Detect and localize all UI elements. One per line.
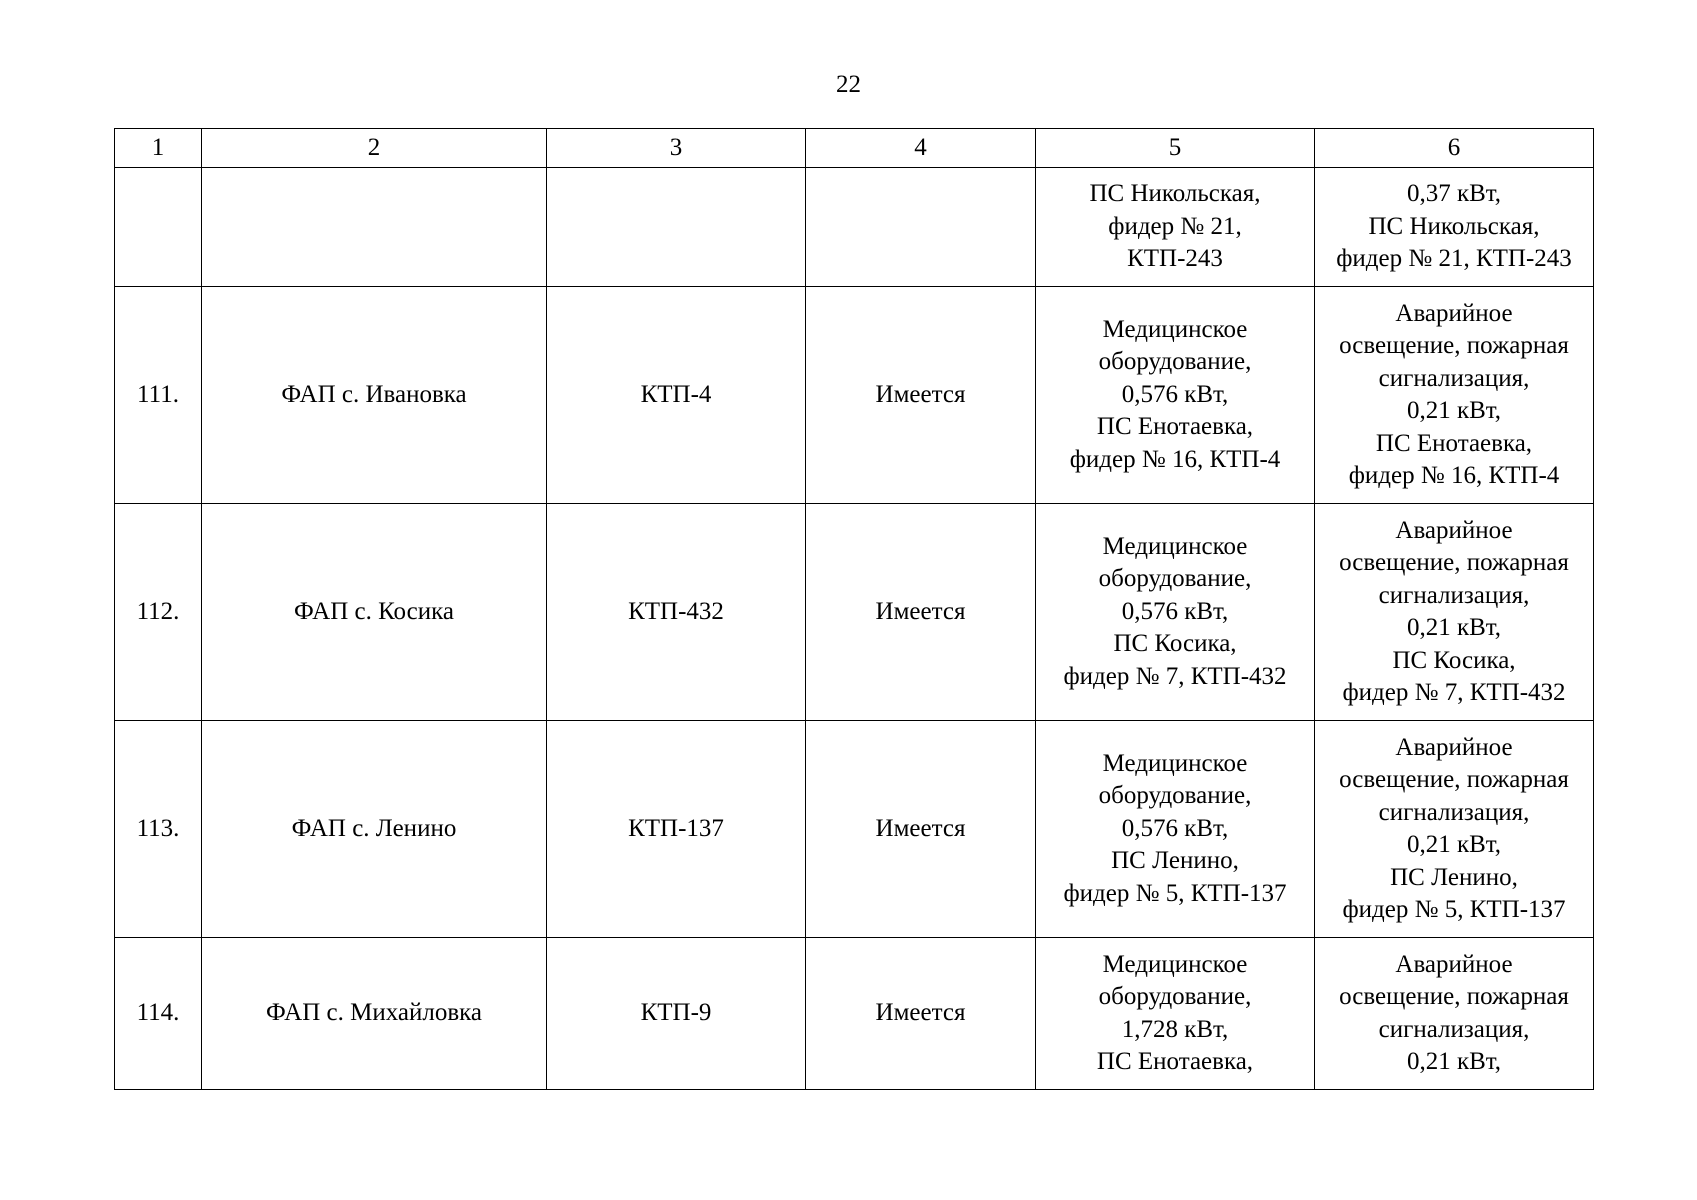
- equipment-power-cell: Медицинское оборудование, 0,576 кВт, ПС Енотаевка, фидер № 16, КТП-4: [1036, 287, 1315, 504]
- emergency-power-cell: Аварийное освещение, пожарная сигнализация, 0,21 кВт, ПС Косика, фидер № 7, КТП-432: [1315, 504, 1594, 721]
- substation-ktp: КТП-432: [547, 504, 806, 721]
- table-header-row: [115, 129, 1594, 168]
- column-header: 2: [202, 129, 547, 168]
- equipment-power-cell: Медицинское оборудование, 0,576 кВт, ПС Ленино, фидер № 5, КТП-137: [1036, 721, 1315, 938]
- row-number: 112.: [115, 504, 202, 721]
- substation-ktp: КТП-4: [547, 287, 806, 504]
- facility-name: ФАП с. Михайловка: [202, 938, 547, 1090]
- facility-name: ФАП с. Косика: [202, 504, 547, 721]
- facility-name: ФАП с. Ленино: [202, 721, 547, 938]
- table-row: [115, 168, 1594, 287]
- table-row: [115, 721, 1594, 938]
- availability-status: Имеется: [806, 721, 1036, 938]
- table-row: [115, 287, 1594, 504]
- column-header: 4: [806, 129, 1036, 168]
- row-number: 111.: [115, 287, 202, 504]
- data-table: [114, 128, 1594, 1090]
- equipment-power-cell: Медицинское оборудование, 1,728 кВт, ПС Енотаевка,: [1036, 938, 1315, 1090]
- availability-status: Имеется: [806, 938, 1036, 1090]
- availability-status: Имеется: [806, 504, 1036, 721]
- emergency-power-cell: Аварийное освещение, пожарная сигнализация, 0,21 кВт, ПС Ленино, фидер № 5, КТП-137: [1315, 721, 1594, 938]
- substation-ktp: КТП-9: [547, 938, 806, 1090]
- emergency-power-cell: Аварийное освещение, пожарная сигнализация, 0,21 кВт,: [1315, 938, 1594, 1090]
- availability-status: [806, 168, 1036, 287]
- table-row: [115, 504, 1594, 721]
- emergency-power-cell: 0,37 кВт, ПС Никольская, фидер № 21, КТП-243: [1315, 168, 1594, 287]
- substation-ktp: [547, 168, 806, 287]
- emergency-power-cell: Аварийное освещение, пожарная сигнализация, 0,21 кВт, ПС Енотаевка, фидер № 16, КТП-4: [1315, 287, 1594, 504]
- column-header: 5: [1036, 129, 1315, 168]
- row-number: [115, 168, 202, 287]
- equipment-power-cell: ПС Никольская, фидер № 21, КТП-243: [1036, 168, 1315, 287]
- table-row: [115, 938, 1594, 1090]
- row-number: 114.: [115, 938, 202, 1090]
- row-number: 113.: [115, 721, 202, 938]
- availability-status: Имеется: [806, 287, 1036, 504]
- equipment-power-cell: Медицинское оборудование, 0,576 кВт, ПС Косика, фидер № 7, КТП-432: [1036, 504, 1315, 721]
- facility-name: ФАП с. Ивановка: [202, 287, 547, 504]
- facility-name: [202, 168, 547, 287]
- column-header: 6: [1315, 129, 1594, 168]
- column-header: 3: [547, 129, 806, 168]
- substation-ktp: КТП-137: [547, 721, 806, 938]
- page-number: 22: [836, 71, 861, 98]
- column-header: 1: [115, 129, 202, 168]
